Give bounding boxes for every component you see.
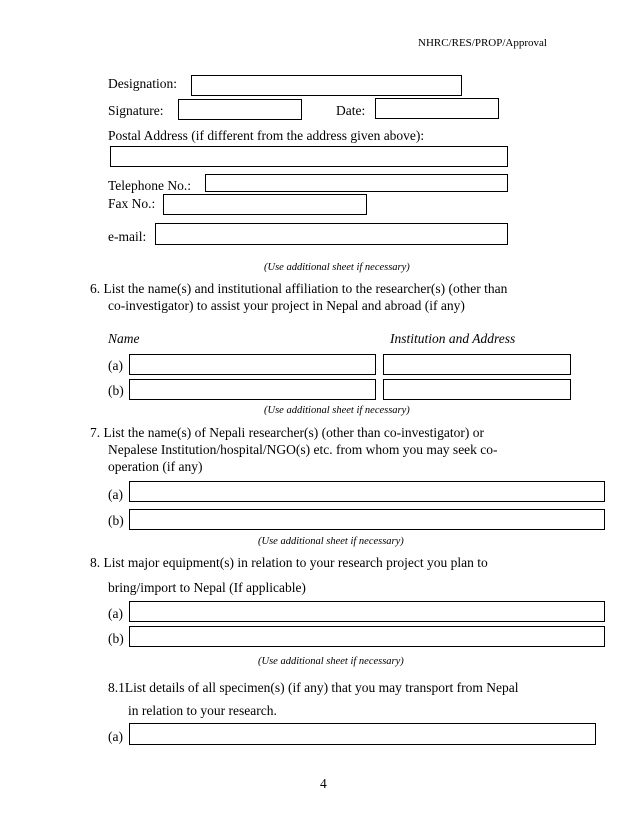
name-column-header: Name — [108, 331, 140, 346]
designation-field[interactable] — [191, 75, 462, 96]
section-8-1-heading: 8.1List details of all specimen(s) (if any) that you may transport from Nepal — [108, 680, 519, 695]
telephone-label: Telephone No.: — [108, 178, 192, 193]
additional-sheet-note: (Use additional sheet if necessary) — [264, 405, 410, 416]
page-number: 4 — [320, 776, 327, 791]
row-label-b: (b) — [108, 383, 124, 398]
section-8-1-heading-cont: in relation to your research. — [128, 703, 277, 718]
row-label-a: (a) — [108, 606, 123, 621]
section-8-field-a[interactable] — [129, 601, 605, 622]
section-8-field-b[interactable] — [129, 626, 605, 647]
section-8-heading-cont: bring/import to Nepal (If applicable) — [108, 580, 306, 595]
date-label: Date: — [336, 103, 366, 118]
designation-label: Designation: — [108, 76, 177, 91]
postal-address-field[interactable] — [110, 146, 508, 167]
email-field[interactable] — [155, 223, 508, 245]
telephone-field[interactable] — [205, 174, 508, 192]
section-6-institution-field-a[interactable] — [383, 354, 571, 375]
date-field[interactable] — [375, 98, 499, 119]
row-label-b: (b) — [108, 631, 124, 646]
section-7-heading-cont-2: operation (if any) — [108, 459, 203, 474]
document-reference: NHRC/RES/PROP/Approval — [418, 37, 547, 49]
additional-sheet-note: (Use additional sheet if necessary) — [258, 536, 404, 547]
section-6-name-field-b[interactable] — [129, 379, 376, 400]
fax-label: Fax No.: — [108, 196, 156, 211]
section-6-heading: 6. List the name(s) and institutional affiliation to the researcher(s) (other than — [90, 281, 508, 296]
row-label-a: (a) — [108, 487, 123, 502]
additional-sheet-note: (Use additional sheet if necessary) — [264, 262, 410, 273]
additional-sheet-note: (Use additional sheet if necessary) — [258, 656, 404, 667]
section-6-institution-field-b[interactable] — [383, 379, 571, 400]
signature-label: Signature: — [108, 103, 164, 118]
fax-field[interactable] — [163, 194, 367, 215]
section-6-name-field-a[interactable] — [129, 354, 376, 375]
section-8-1-field-a[interactable] — [129, 723, 596, 745]
row-label-a: (a) — [108, 729, 123, 744]
row-label-b: (b) — [108, 513, 124, 528]
section-8-heading: 8. List major equipment(s) in relation to your research project you plan to — [90, 555, 488, 570]
signature-field[interactable] — [178, 99, 302, 120]
postal-address-label: Postal Address (if different from the address given above): — [108, 128, 425, 143]
section-7-field-b[interactable] — [129, 509, 605, 530]
row-label-a: (a) — [108, 358, 123, 373]
institution-column-header: Institution and Address — [390, 331, 516, 346]
section-7-heading: 7. List the name(s) of Nepali researcher(s) (other than co-investigator) or — [90, 425, 484, 440]
section-7-field-a[interactable] — [129, 481, 605, 502]
section-7-heading-cont: Nepalese Institution/hospital/NGO(s) etc. from whom you may seek co- — [108, 442, 498, 457]
email-label: e-mail: — [108, 229, 147, 244]
section-6-heading-cont: co-investigator) to assist your project in Nepal and abroad (if any) — [108, 298, 465, 313]
